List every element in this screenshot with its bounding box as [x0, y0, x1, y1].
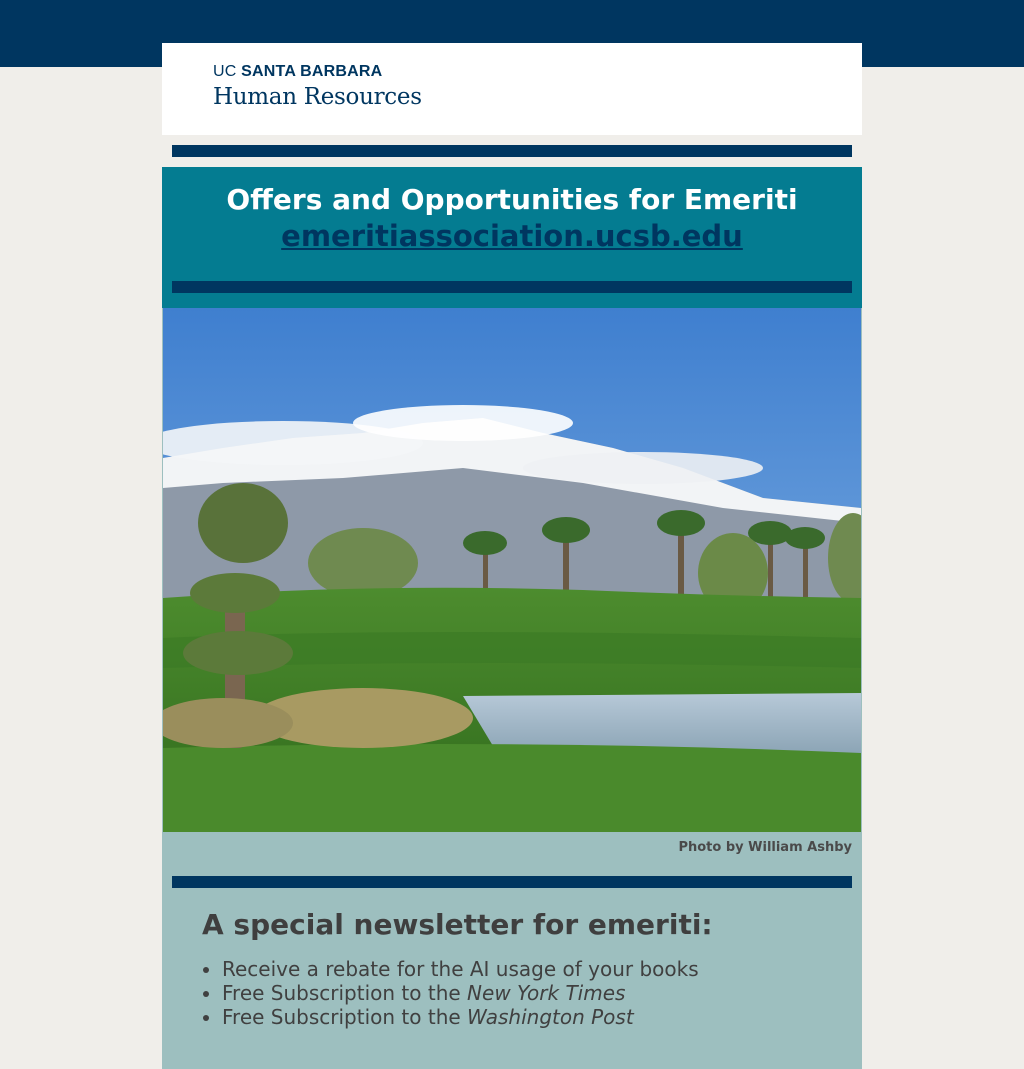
emeriti-association-link[interactable]: emeritiassociation.ucsb.edu [281, 219, 743, 253]
logo-department: Human Resources [213, 84, 422, 110]
divider-bar [172, 145, 852, 157]
list-item: • Receive a rebate for the AI usage of your books [222, 957, 822, 981]
landscape-image [163, 308, 861, 832]
credit-area [162, 832, 862, 888]
list-item: • Free Subscription to the New York Times [222, 981, 822, 1005]
divider-bar [172, 876, 852, 888]
header [162, 43, 862, 135]
newsletter-heading: A special newsletter for emeriti: [202, 908, 713, 941]
newsletter-list [202, 957, 822, 1029]
list-item: • Free Subscription to the Washington Post [222, 1005, 822, 1029]
email-container [162, 43, 862, 1069]
logo-campus: SANTA BARBARA [241, 63, 383, 80]
newsletter-section [162, 888, 862, 1069]
logo-uc: UC [213, 63, 237, 80]
logo-uc-line [213, 63, 422, 81]
title-banner [162, 167, 862, 308]
banner-title: Offers and Opportunities for Emeriti [226, 183, 798, 216]
divider-bar [172, 281, 852, 293]
landscape-photo [162, 308, 862, 832]
photo-credit: Photo by William Ashby [678, 840, 852, 855]
ucsb-hr-logo[interactable] [213, 63, 422, 110]
